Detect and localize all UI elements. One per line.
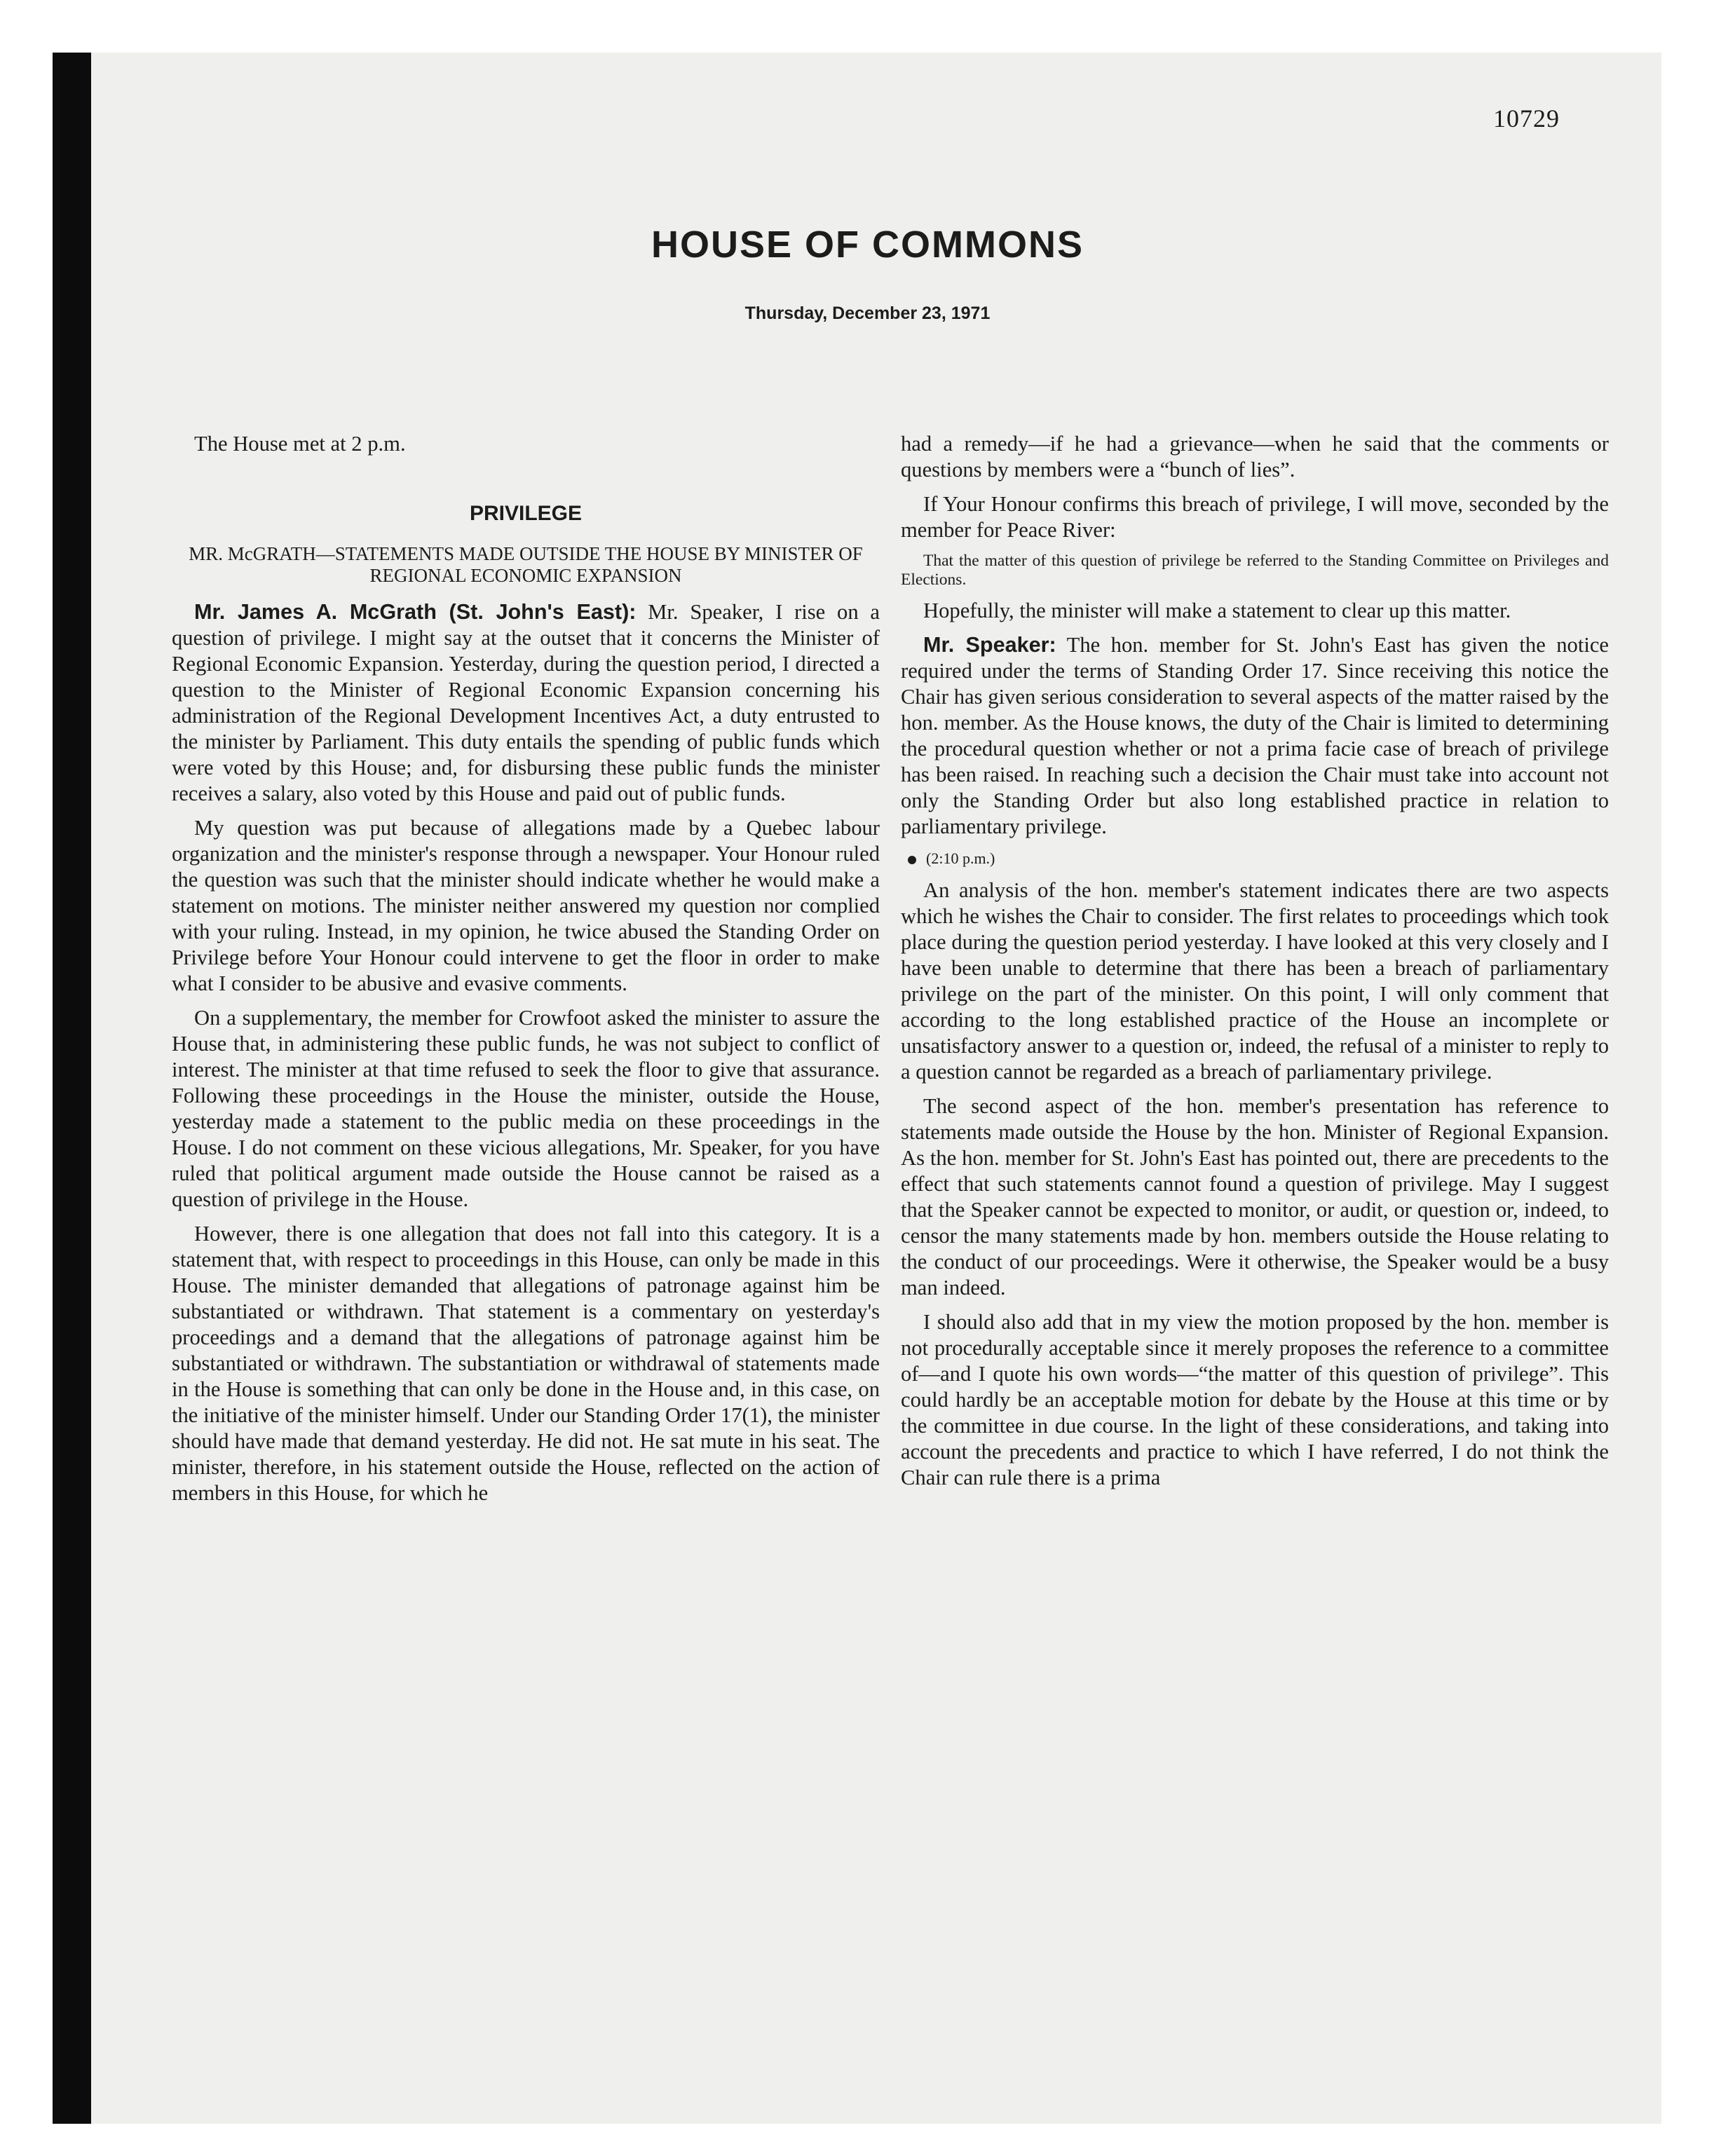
speech-text: The hon. member for St. John's East has given the notice required under the terms of Standing Order 17. Since receiving this notice the Chair has given serious consideration to several aspects of the matter raised by the hon. member. As the House knows, the duty of the Chair is limited to determining the procedural question whether or not a prima facie case of breach of privilege has been raised. In reaching such a decision the Chair must take into account not only the Standing Order but also long established practice in relation to parliamentary privilege. <box>901 633 1609 838</box>
speech-paragraph: The second aspect of the hon. member's presentation has reference to statements made outside the House by the hon. Minister of Regional Expansion. As the hon. member for St. John's East has pointed out, there are precedents to the effect that such statements cannot found a question of privilege. May I suggest that the Speaker cannot be expected to monitor, or audit, or question or, indeed, to censor the many statements made by hon. members outside the House relating to the conduct of our proceedings. Were it otherwise, the Speaker would be a busy man indeed. <box>901 1094 1609 1299</box>
speaker-name: Mr. Speaker: <box>923 633 1056 657</box>
speech-paragraph <box>172 599 880 807</box>
sitting-opening: The House met at 2 p.m. <box>194 432 406 456</box>
speech-paragraph <box>901 632 1609 840</box>
speech-paragraph: had a remedy—if he had a grievance—when he said that the comments or questions by members were a “bunch of lies”. <box>901 432 1609 482</box>
time-marker-text: (2:10 p.m.) <box>926 850 995 867</box>
speech-paragraph: Hopefully, the minister will make a statement to clear up this matter. <box>923 599 1511 622</box>
speech-paragraph: However, there is one allegation that does not fall into this category. It is a statement that, with respect to proceedings in this House, can only be made in this House. The minister demanded that allegations of patronage against him be substantiated or withdrawn. That statement is a commentary on yesterday's proceedings and a demand that the allegations of patronage against him be substantiated or withdrawn. The substantiation or withdrawal of statements made in the House is something that can only be done in the House and, in this case, on the initiative of the minister himself. Under our Standing Order 17(1), the minister should have made that demand yesterday. He did not. He sat mute in his seat. The minister, therefore, in his statement outside the House, reflected on the action of members in this House, for which he <box>172 1222 880 1505</box>
right-column <box>901 431 1609 1499</box>
dateline: Thursday, December 23, 1971 <box>744 303 991 323</box>
binding-edge <box>53 53 91 2124</box>
time-marker <box>908 848 1609 869</box>
speech-paragraph: I should also add that in my view the motion proposed by the hon. member is not procedurally acceptable since it merely proposes the reference to a committee of—and I quote his own words—“the matter of this question of privilege”. This could hardly be an acceptable motion for debate by the House at this time or by the committee in due course. In the light of these considerations, and taking into account the precedents and practice to which I have referred, I do not think the Chair can rule there is a prima <box>901 1310 1609 1489</box>
masthead-title: HOUSE OF COMMONS <box>651 224 1084 266</box>
speech-text: Mr. Speaker, I rise on a question of privilege. I might say at the outset that it concerns the Minister of Regional Economic Expansion. Yesterday, during the question period, I directed a question to the Minister of Regional Economic Expansion concerning his administration of the Regional Development Incentives Act, a duty entrusted to the minister by Parliament. This duty entails the spending of public funds which were voted by this House; and, for disbursing these public funds the minister receives a salary, also voted by this House and paid out of public funds. <box>172 600 880 805</box>
bullet-icon <box>908 856 916 864</box>
left-column <box>172 431 880 1515</box>
section-subheading: MR. McGRATH—STATEMENTS MADE OUTSIDE THE HOUSE BY MINISTER OF REGIONAL ECONOMIC EXPANSION <box>189 543 863 586</box>
speaker-name: Mr. James A. McGrath (St. John's East): <box>194 600 637 624</box>
speech-paragraph: On a supplementary, the member for Crowfoot asked the minister to assure the House that, in administering these public funds, he was not subject to conflict of interest. The minister at that time refused to seek the floor to give that assurance. Following these proceedings in the House the minister, outside the House, yesterday made a statement to the public media on these proceedings in the House. I do not comment on these vicious allegations, Mr. Speaker, for you have ruled that political argument made outside the House cannot be raised as a question of privilege in the House. <box>172 1006 880 1211</box>
speech-paragraph: My question was put because of allegations made by a Quebec labour organization and the minister's response through a newspaper. Your Honour ruled the question was such that the minister should indicate whether he would make a statement on motions. The minister neither answered my question nor complied with your ruling. Instead, in my opinion, he twice abused the Standing Order on Privilege before Your Honour could intervene to get the floor in order to make what I consider to be abusive and evasive comments. <box>172 816 880 995</box>
motion-text: That the matter of this question of privilege be referred to the Standing Committee on Privileges and Elections. <box>901 552 1609 589</box>
speech-paragraph: If Your Honour confirms this breach of privilege, I will move, seconded by the member for Peace River: <box>901 492 1609 542</box>
section-heading: PRIVILEGE <box>469 502 583 525</box>
speech-paragraph: An analysis of the hon. member's statement indicates there are two aspects which he wishes the Chair to consider. The first relates to proceedings which took place during the question period yesterday. I have looked at this very closely and I have been unable to determine that there has been a breach of parliamentary privilege on the part of the minister. On this point, I will only comment that according to the long established practice of the House an incomplete or unsatisfactory answer to a question or, indeed, the refusal of a minister to reply to a question cannot be regarded as a breach of parliamentary privilege. <box>901 878 1609 1084</box>
page-number: 10729 <box>1493 104 1560 132</box>
